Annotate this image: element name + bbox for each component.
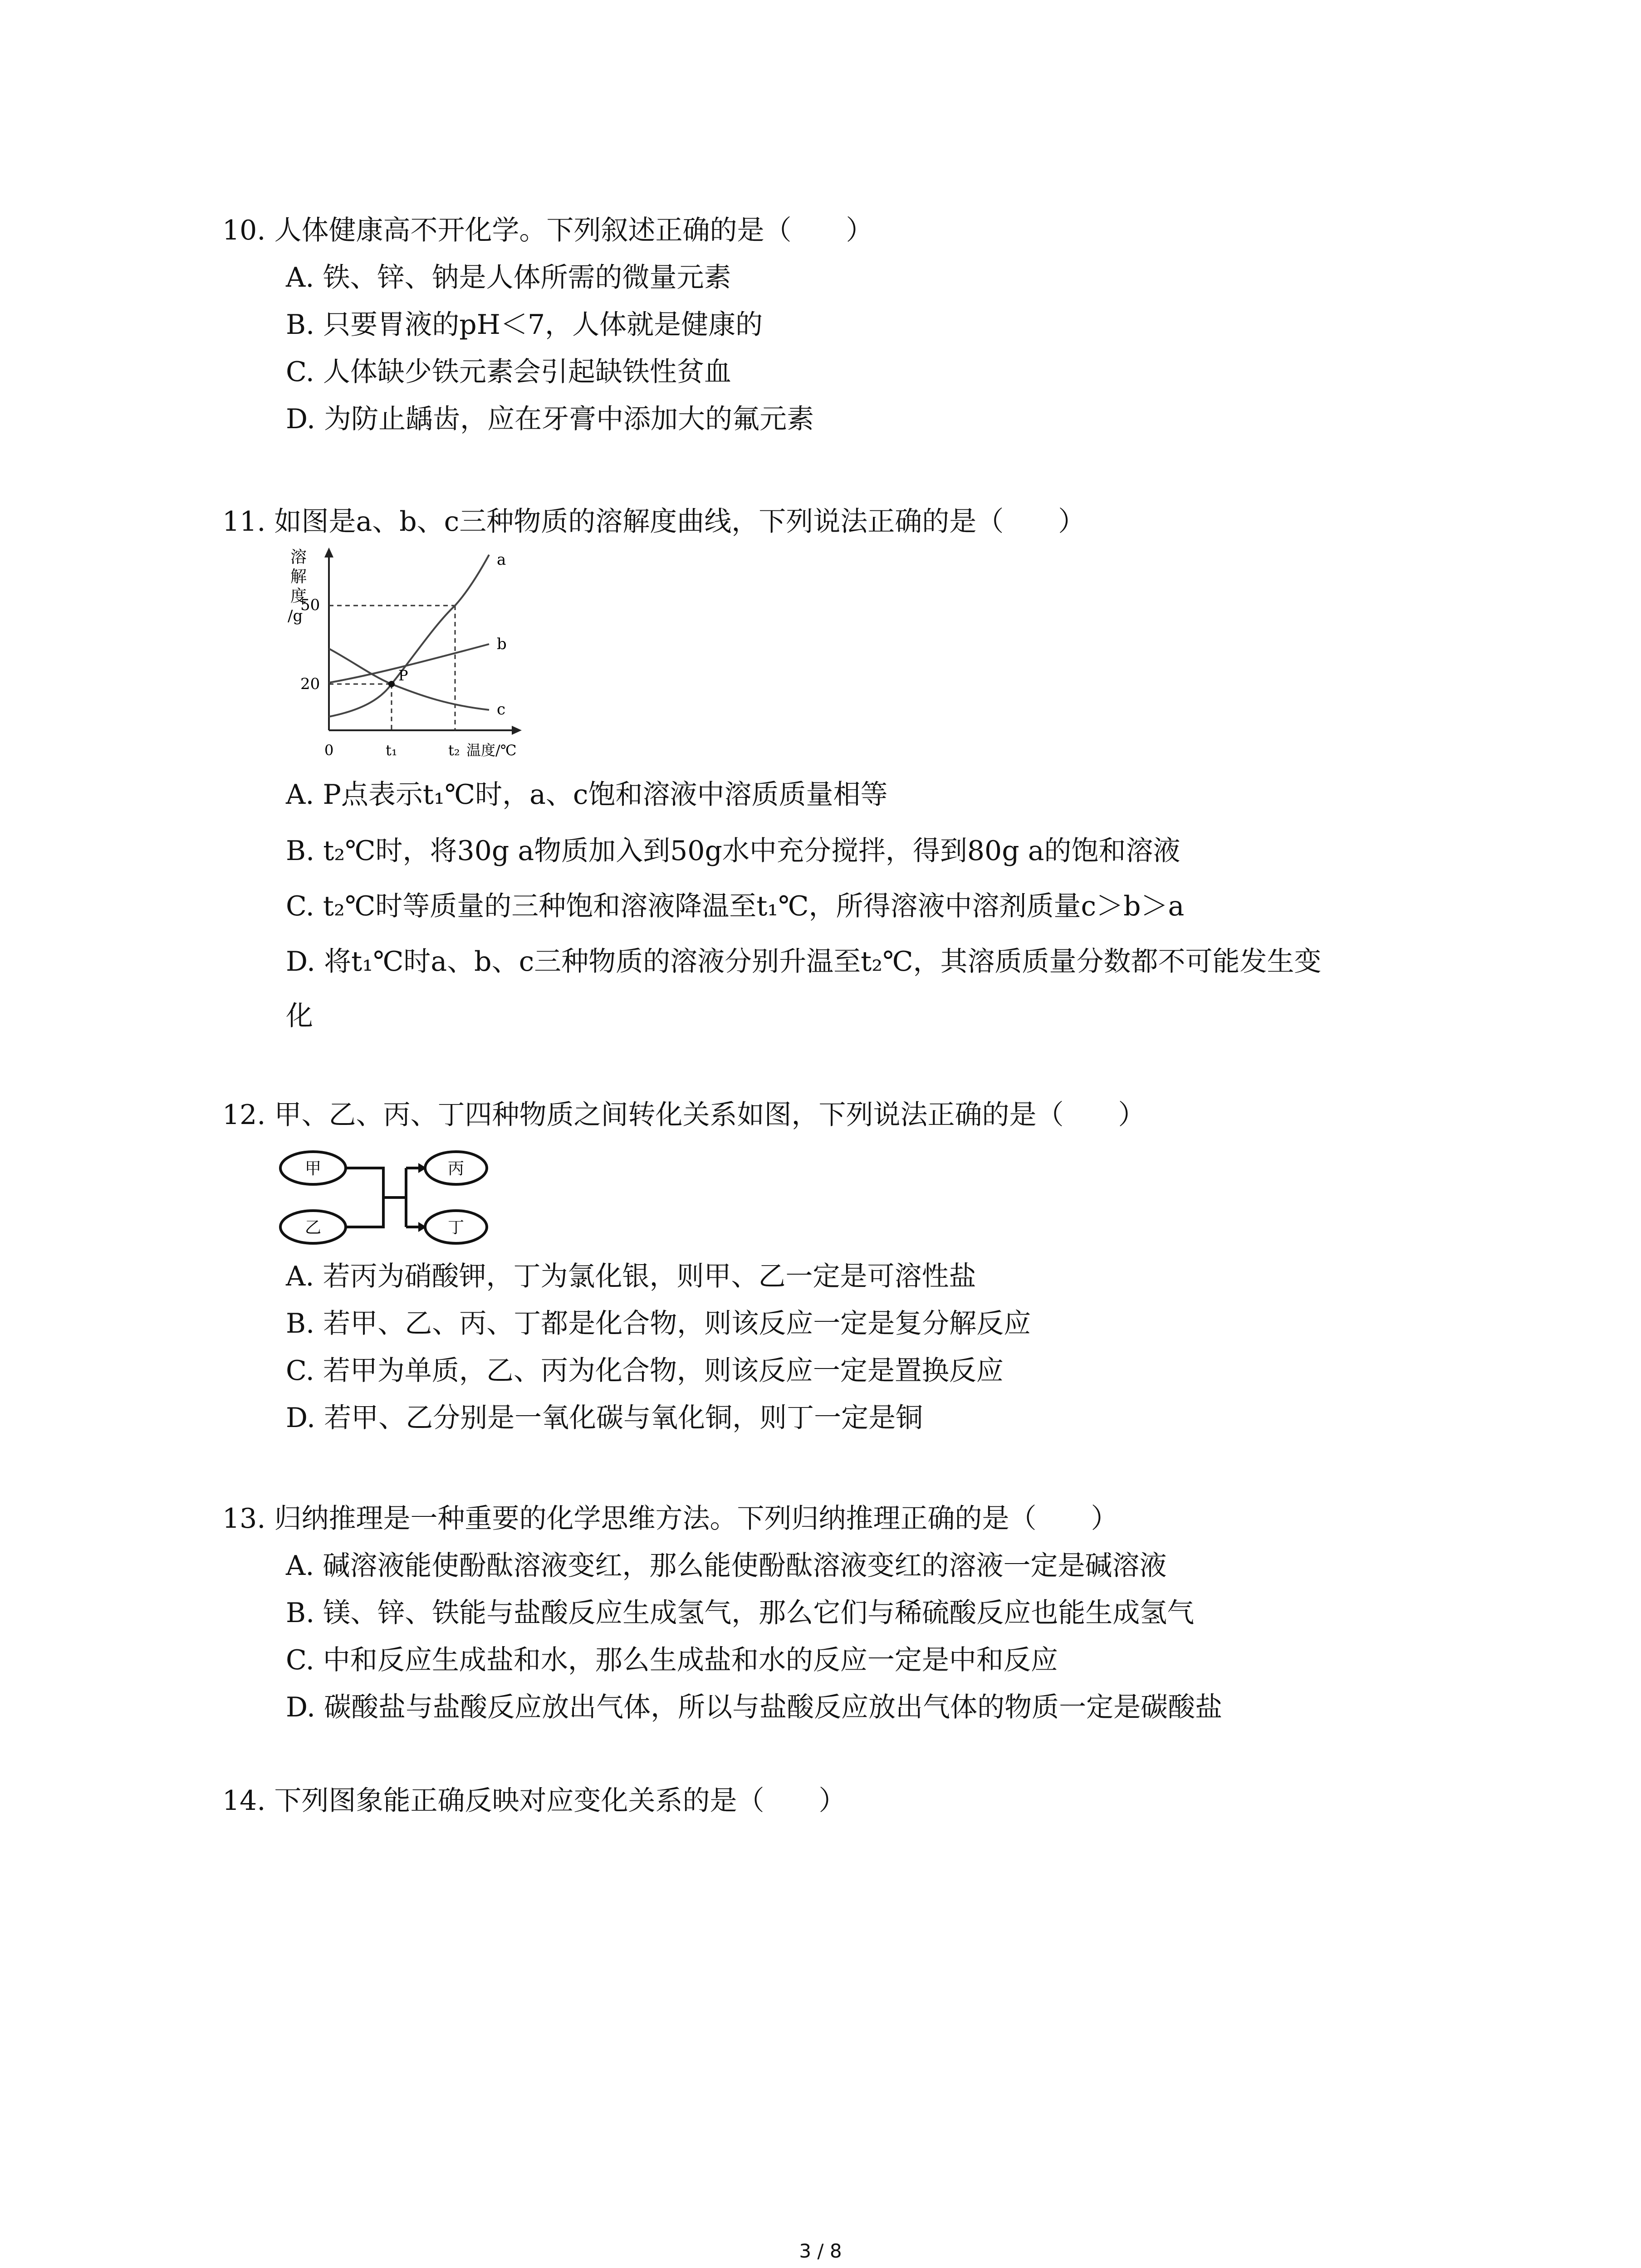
y-label-char-4: /g <box>288 607 303 625</box>
question-10-option-d: D. 为防止龋齿，应在牙膏中添加大的氟元素 <box>286 403 814 435</box>
question-13-option-a: A. 碱溶液能使酚酞溶液变红，那么能使酚酞溶液变红的溶液一定是碱溶液 <box>286 1550 1167 1582</box>
question-10-option-b: B. 只要胃液的pH＜7，人体就是健康的 <box>286 309 763 341</box>
question-11-option-d-continued: 化 <box>286 1000 313 1032</box>
question-13-option-d: D. 碳酸盐与盐酸反应放出气体，所以与盐酸反应放出气体的物质一定是碳酸盐 <box>286 1691 1223 1723</box>
question-12-stem: 12. 甲、乙、丙、丁四种物质之间转化关系如图，下列说法正确的是（ ） <box>222 1099 1146 1131</box>
product-2-label: 丁 <box>447 1218 465 1237</box>
curve-a <box>329 555 489 717</box>
question-10-option-a: A. 铁、锌、钠是人体所需的微量元素 <box>286 262 731 293</box>
y-tick-20: 20 <box>300 675 320 693</box>
y-axis-arrow <box>324 547 333 557</box>
x-tick-0: 0 <box>324 742 334 759</box>
x-tick-t1: t₁ <box>386 742 397 759</box>
point-p <box>388 681 395 687</box>
x-tick-t2: t₂ <box>448 742 460 759</box>
curve-c-label: c <box>497 700 506 719</box>
question-11-stem: 11. 如图是a、b、c三种物质的溶解度曲线，下列说法正确的是（ ） <box>222 506 1086 538</box>
y-label-char-1: 溶 <box>290 548 307 567</box>
question-11-option-a: A. P点表示t₁℃时，a、c饱和溶液中溶质质量相等 <box>286 779 888 811</box>
curve-c <box>329 649 489 710</box>
y-label-char-2: 解 <box>290 567 307 586</box>
x-axis-arrow <box>512 726 522 735</box>
x-axis-label: 温度/℃ <box>466 742 517 759</box>
question-11-option-b: B. t₂℃时，将30g a物质加入到50g水中充分搅拌，得到80g a的饱和溶液 <box>286 835 1181 867</box>
question-13-stem: 13. 归纳推理是一种重要的化学思维方法。下列归纳推理正确的是（ ） <box>222 1503 1118 1535</box>
curve-a-label: a <box>497 551 506 569</box>
reactant-bracket <box>346 1168 383 1227</box>
reactant-1-label: 甲 <box>304 1159 322 1178</box>
question-11-option-d: D. 将t₁℃时a、b、c三种物质的溶液分别升温至t₂℃，其溶质质量分数都不可能发生变 <box>286 946 1322 978</box>
question-13-option-b: B. 镁、锌、铁能与盐酸反应生成氢气，那么它们与稀硫酸反应也能生成氢气 <box>286 1597 1195 1629</box>
reaction-diagram <box>277 1143 490 1252</box>
question-12-option-a: A. 若丙为硝酸钾，丁为氯化银，则甲、乙一定是可溶性盐 <box>286 1261 976 1292</box>
page-number: 3 / 8 <box>799 2240 842 2262</box>
question-10-stem: 10. 人体健康高不开化学。下列叙述正确的是（ ） <box>222 215 873 246</box>
question-11-option-c: C. t₂℃时等质量的三种饱和溶液降温至t₁℃，所得溶液中溶剂质量c＞b＞a <box>286 890 1185 922</box>
solubility-curve-figure <box>277 542 531 769</box>
question-13-option-c: C. 中和反应生成盐和水，那么生成盐和水的反应一定是中和反应 <box>286 1644 1058 1676</box>
reactant-2-label: 乙 <box>304 1218 322 1237</box>
y-tick-50: 50 <box>300 596 320 614</box>
question-12-option-c: C. 若甲为单质，乙、丙为化合物，则该反应一定是置换反应 <box>286 1355 1004 1387</box>
y-label-char-3: 度 <box>290 587 307 606</box>
question-12-option-d: D. 若甲、乙分别是一氧化碳与氧化铜，则丁一定是铜 <box>286 1402 923 1434</box>
point-p-label: P <box>398 667 408 684</box>
product-1-label: 丙 <box>447 1159 465 1178</box>
question-12-option-b: B. 若甲、乙、丙、丁都是化合物，则该反应一定是复分解反应 <box>286 1308 1031 1339</box>
curve-b-label: b <box>497 635 507 653</box>
question-10-option-c: C. 人体缺少铁元素会引起缺铁性贫血 <box>286 356 731 388</box>
question-14-stem: 14. 下列图象能正确反映对应变化关系的是（ ） <box>222 1785 846 1817</box>
